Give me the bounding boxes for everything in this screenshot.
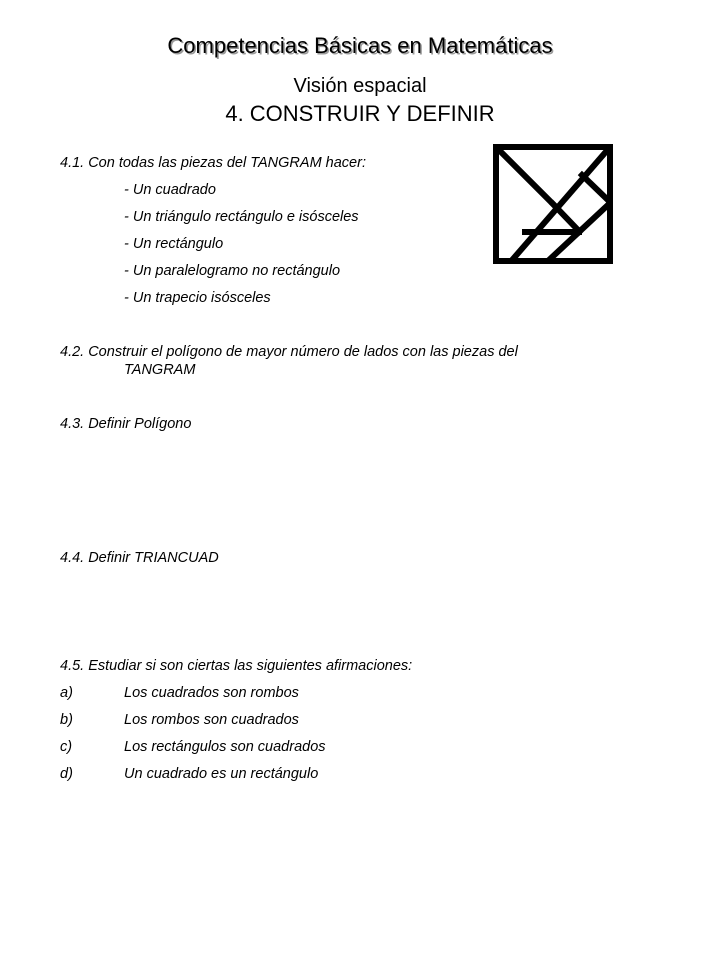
- exercise-4-1-item: - Un triángulo rectángulo e isósceles: [124, 209, 359, 225]
- exercise-4-1-item: - Un cuadrado: [124, 182, 216, 198]
- tangram-lower-edge: [549, 232, 579, 260]
- exercise-4-1-item: - Un rectángulo: [124, 236, 224, 252]
- statement-text: Un cuadrado es un rectángulo: [124, 766, 319, 782]
- exercise-4-1-item: - Un trapecio isósceles: [124, 290, 271, 306]
- tangram-icon: [493, 144, 613, 264]
- document-title: Competencias Básicas en Matemáticas: [167, 33, 553, 58]
- statement-text: Los cuadrados son rombos: [124, 685, 299, 701]
- exercise-4-3-text: 4.3. Definir Polígono: [60, 416, 192, 432]
- tangram-inner-edge: [553, 204, 578, 230]
- tangram-square-edge: [582, 175, 610, 202]
- exercise-4-4-text: 4.4. Definir TRIANCUAD: [60, 550, 219, 566]
- exercise-4-1-text: 4.1. Con todas las piezas del TANGRAM hacer:: [60, 155, 366, 171]
- statement-letter: d): [60, 766, 73, 782]
- document-subtitle: Visión espacial: [293, 75, 427, 97]
- statement-letter: a): [60, 685, 73, 701]
- exercise-4-2-line1: 4.2. Construir el polígono de mayor número de lados con las piezas del: [60, 344, 518, 360]
- statement-text: Los rectángulos son cuadrados: [124, 739, 326, 755]
- tangram-parallelogram-edge: [579, 204, 609, 232]
- exercise-4-2-line2: TANGRAM: [124, 362, 196, 378]
- exercise-4-5-text: 4.5. Estudiar si son ciertas las siguientes afirmaciones:: [60, 658, 413, 674]
- tangram-anti-diagonal: [513, 147, 610, 259]
- statement-letter: c): [60, 739, 73, 755]
- section-title: 4. CONSTRUIR Y DEFINIR: [225, 101, 495, 126]
- exercise-4-1-item: - Un paralelogramo no rectángulo: [124, 263, 341, 279]
- tangram-diagonal: [496, 147, 553, 204]
- statement-letter: b): [60, 712, 73, 728]
- statement-text: Los rombos son cuadrados: [124, 712, 299, 728]
